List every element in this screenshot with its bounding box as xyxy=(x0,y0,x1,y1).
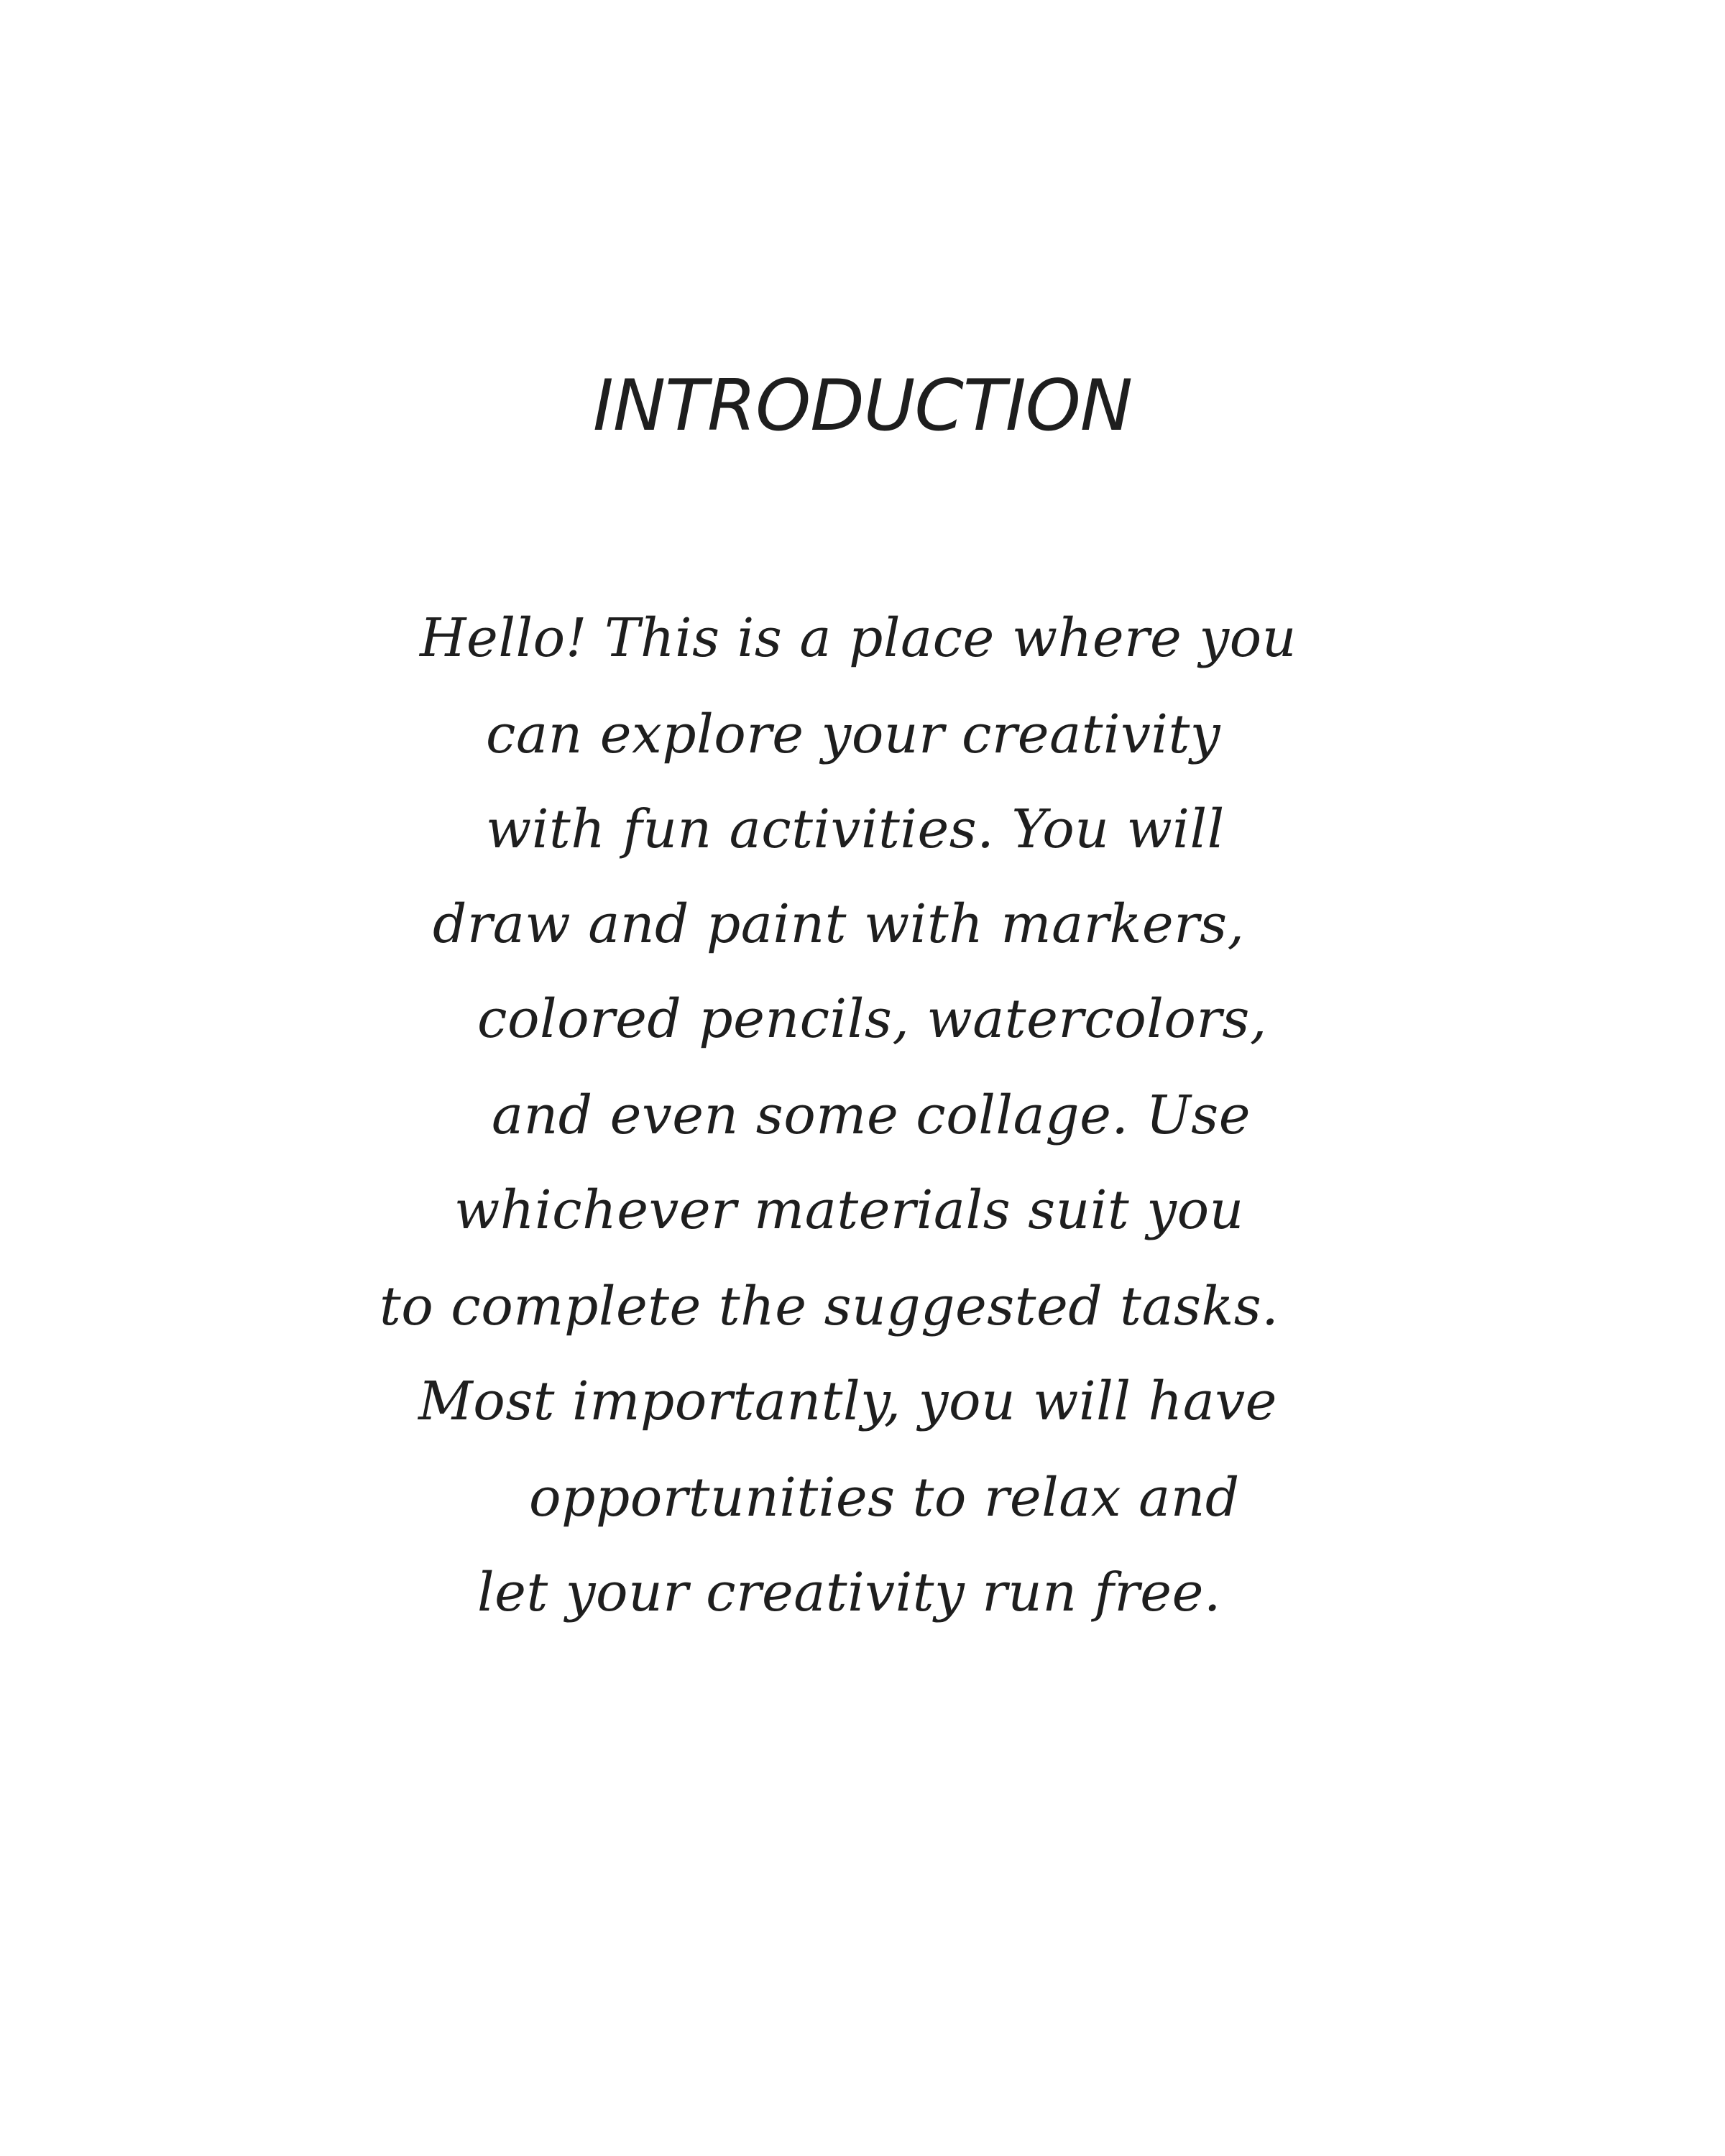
paragraph-line: let your creativity run free. xyxy=(477,1562,1221,1623)
paragraph-line: to complete the suggested tasks. xyxy=(380,1276,1279,1337)
paragraph-line: Hello! This is a place where you xyxy=(420,607,1297,669)
paragraph-line: opportunities to relax and xyxy=(529,1467,1240,1529)
paragraph-line: with fun activities. You will xyxy=(486,798,1225,860)
paragraph-line: whichever materials suit you xyxy=(454,1179,1244,1241)
page-title: INTRODUCTION xyxy=(592,365,1133,447)
paragraph-line: and even some collage. Use xyxy=(492,1084,1251,1146)
paragraph-line: colored pencils, watercolors, xyxy=(477,988,1267,1050)
paragraph-line: Most importantly, you will have xyxy=(418,1370,1277,1432)
paragraph-line: can explore your creativity xyxy=(486,704,1221,765)
paragraph-line: draw and paint with markers, xyxy=(433,893,1245,955)
